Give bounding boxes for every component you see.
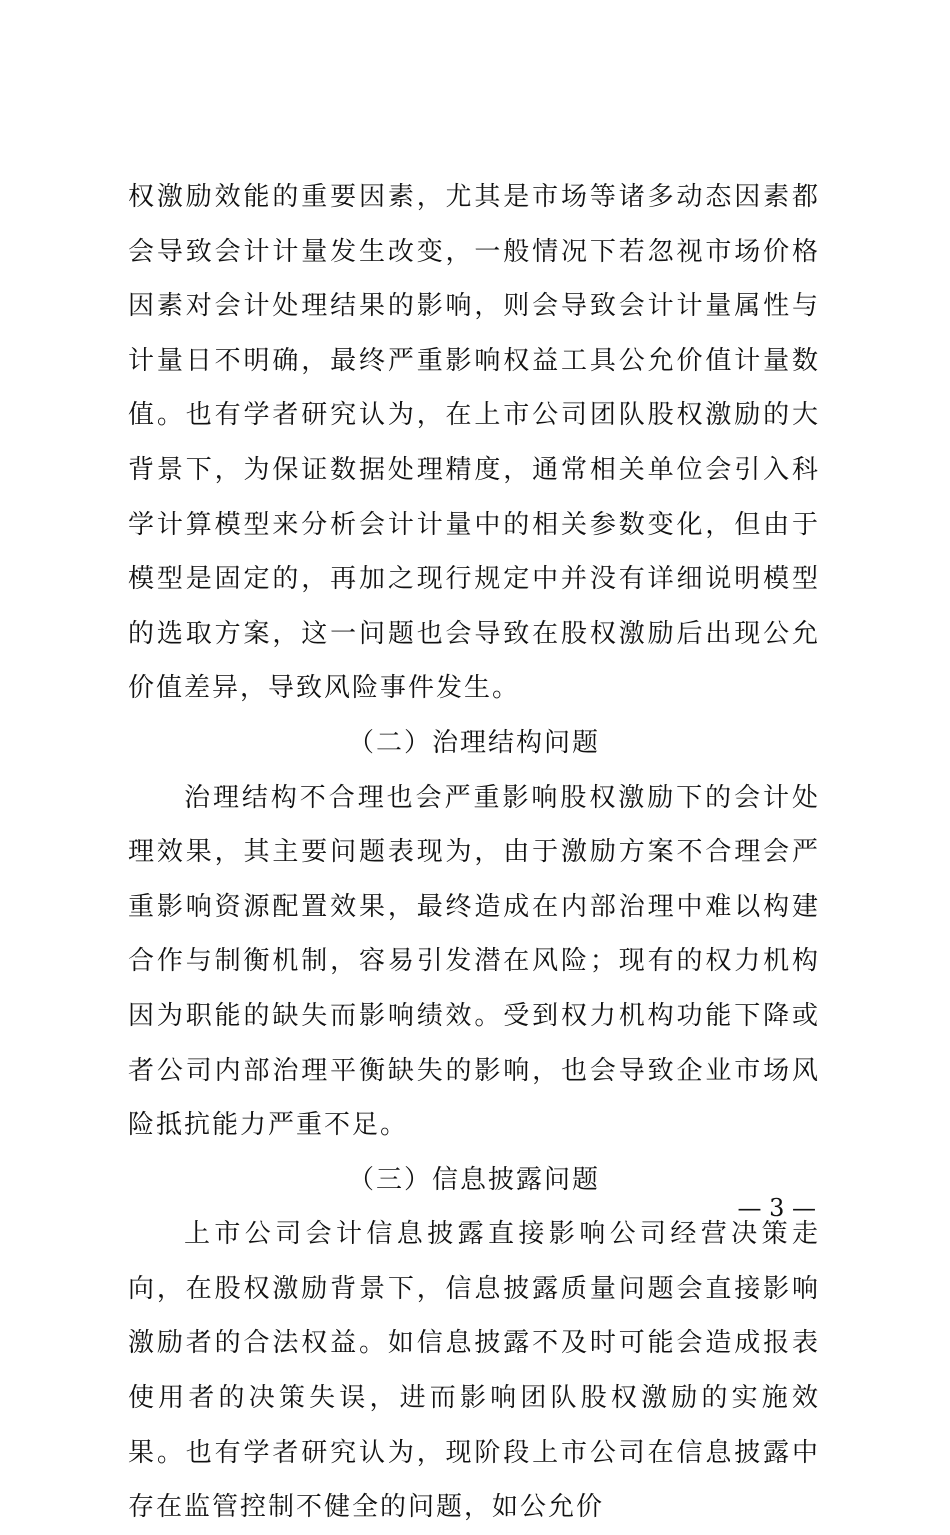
paragraph-disclosure: 上市公司会计信息披露直接影响公司经营决策走向，在股权激励背景下，信息披露质量问题会直接影响激励者的合法权益。如信息披露不及时可能会造成报表使用者的决策失误，进而影响团队股权激励的实施效果。也有学者研究认为，现阶段上市公司在信息披露中存在监管控制不健全的问题，如公允价: [128, 1219, 820, 1523]
section-heading-3: （三）信息披露问题: [347, 1164, 600, 1195]
document-body: [128, 170, 820, 1535]
page-number: — 3 —: [737, 1194, 816, 1222]
paragraph-continued: 权激励效能的重要因素，尤其是市场等诸多动态因素都会导致会计计量发生改变，一般情况下若忽视市场价格因素对会计处理结果的影响，则会导致会计计量属性与计量日不明确，最终严重影响权益工具公允价值计量数值。也有学者研究认为，在上市公司团队股权激励的大背景下，为保证数据处理精度，通常相关单位会引入科学计算模型来分析会计计量中的相关参数变化，但由于模型是固定的，再加之现行规定中并没有详细说明模型的选取方案，这一问题也会导致在股权激励后出现公允价值差异，导致风险事件发生。: [128, 182, 820, 704]
paragraph-governance: 治理结构不合理也会严重影响股权激励下的会计处理效果，其主要问题表现为，由于激励方案不合理会严重影响资源配置效果，最终造成在内部治理中难以构建合作与制衡机制，容易引发潜在风险；现有的权力机构因为职能的缺失而影响绩效。受到权力机构功能下降或者公司内部治理平衡缺失的影响，也会导致企业市场风险抵抗能力严重不足。: [128, 782, 820, 1141]
section-heading-2: （二）治理结构问题: [347, 727, 600, 758]
